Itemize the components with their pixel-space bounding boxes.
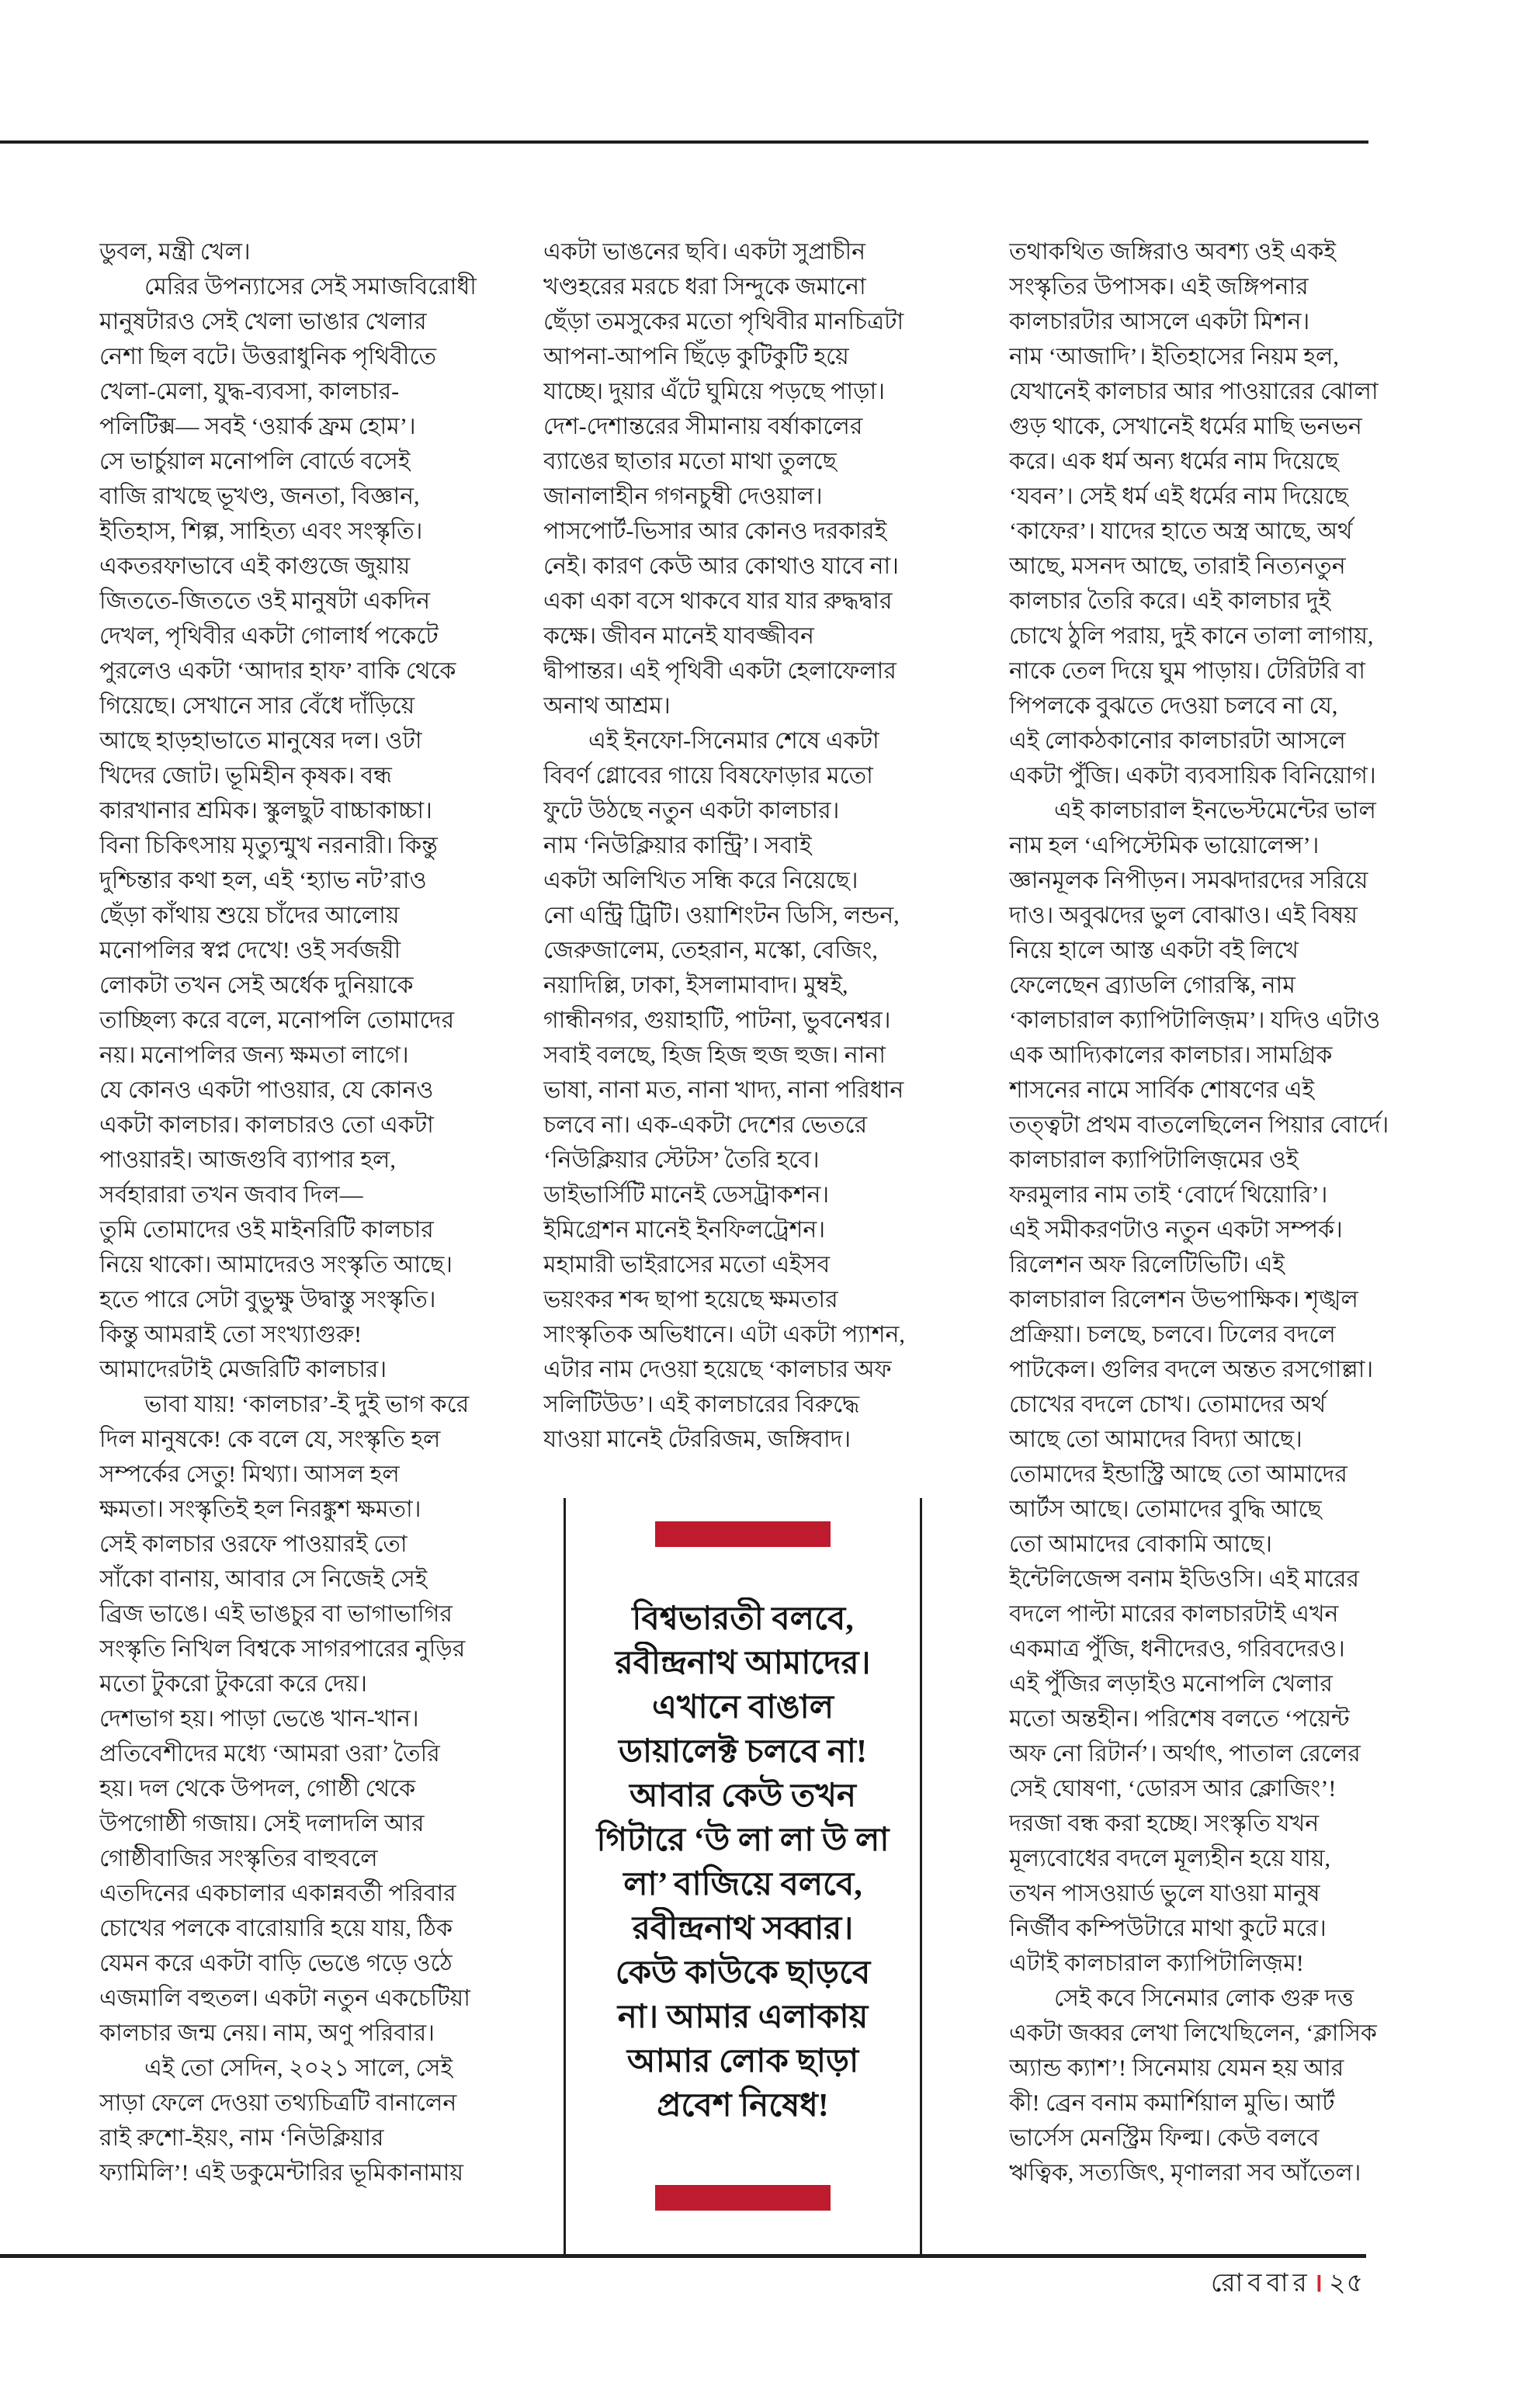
text-line: নিয়ে হালে আস্ত একটা বই লিখে <box>1009 938 1299 963</box>
text-line: সেই কালচার ওরফে পাওয়ারই তো <box>99 1531 408 1557</box>
text-line: সর্বহারারা তখন জবাব দিল— <box>99 1182 363 1208</box>
page-number: ২৫ <box>1329 2270 1364 2298</box>
text-line: খিদের জোট। ভূমিহীন কৃষক। বন্ধ <box>99 763 392 789</box>
text-line: আমাদেরটাই মেজরিটি কালচার। <box>99 1357 387 1382</box>
text-line: প্রতিবেশীদের মধ্যে ‘আমরা ওরা’ তৈরি <box>99 1741 440 1767</box>
text-line: নিয়ে থাকো। আমাদেরও সংস্কৃতি আছে। <box>99 1252 453 1278</box>
text-line: চোখের পলকে বারোয়ারি হয়ে যায়, ঠিক <box>99 1916 453 1941</box>
text-line: গোষ্ঠীবাজির সংস্কৃতির বাহুবলে <box>99 1846 378 1871</box>
footer-separator: । <box>1313 2270 1323 2298</box>
text-line: ইন্টেলিজেন্স বনাম ইডিওসি। এই মারের <box>1009 1566 1359 1592</box>
text-line: পাওয়ারই। আজগুবি ব্যাপার হল, <box>99 1147 396 1173</box>
text-line: একটা অলিখিত সন্ধি করে নিয়েছে। <box>543 868 858 893</box>
text-line: কালচার তৈরি করে। এই কালচার দুই <box>1009 588 1331 614</box>
top-rule <box>0 140 1368 144</box>
article-column-2 <box>543 234 970 1457</box>
text-line: খণ্ডহরের মরচে ধরা সিন্দুকে জমানো <box>543 274 866 300</box>
text-line: নয়াদিল্লি, ঢাকা, ইসলামাবাদ। মুম্বই, <box>543 973 848 998</box>
text-line: দিল মানুষকে! কে বলে যে, সংস্কৃতি হল <box>99 1427 441 1452</box>
quote-line: রবীন্দ্রনাথ আমাদের। <box>615 1646 871 1681</box>
text-line: মানুষটারও সেই খেলা ভাঙার খেলার <box>99 309 427 335</box>
text-line: শাসনের নামে সার্বিক শোষণের এই <box>1009 1077 1315 1103</box>
text-line: এই কালচারাল ইনভেস্টমেন্টের ভাল <box>1054 798 1376 824</box>
text-line: কালচার জন্ম নেয়। নাম, অণু পরিবার। <box>99 2020 435 2046</box>
quote-line: লা’ বাজিয়ে বলবে, <box>623 1867 862 1902</box>
text-line: ইতিহাস, শিল্প, সাহিত্য এবং সংস্কৃতি। <box>99 518 423 544</box>
text-line: নাকে তেল দিয়ে ঘুম পাড়ায়। টেরিটরি বা <box>1009 658 1365 684</box>
text-line: পাসপোর্ট-ভিসার আর কোনও দরকারই <box>543 518 887 544</box>
text-line: জিততে-জিততে ওই মানুষটা একদিন <box>99 588 431 614</box>
text-line: মতো টুকরো টুকরো করে দেয়। <box>99 1671 367 1697</box>
text-line: ভয়ংকর শব্দ ছাপা হয়েছে ক্ষমতার <box>543 1287 838 1313</box>
text-line: নাম ‘আজাদি’। ইতিহাসের নিয়ম হল, <box>1009 344 1339 369</box>
text-line: পুরলেও একটা ‘আদার হাফ’ বাকি থেকে <box>99 658 456 684</box>
text-line: ইমিগ্রেশন মানেই ইনফিলট্রেশন। <box>543 1217 826 1243</box>
text-line: চলবে না। এক-একটা দেশের ভেতরে <box>543 1112 868 1138</box>
text-line: নেই। কারণ কেউ আর কোথাও যাবে না। <box>543 553 899 579</box>
text-line: ব্রিজ ভাঙে। এই ভাঙচুর বা ভাগাভাগির <box>99 1601 453 1627</box>
text-line: জ্ঞানমূলক নিপীড়ন। সমঝদারদের সরিয়ে <box>1009 868 1368 893</box>
text-line: দ্বীপান্তর। এই পৃথিবী একটা হেলাফেলার <box>543 658 897 684</box>
text-line: মনোপলির স্বপ্ন দেখে! ওই সর্বজয়ী <box>99 938 401 963</box>
text-line: এতদিনের একচালার একান্নবর্তী পরিবার <box>99 1881 456 1906</box>
text-line: ডুবল, মন্ত্রী খেল। <box>99 239 251 265</box>
text-line: দুশ্চিন্তার কথা হল, এই ‘হ্যাভ নট’রাও <box>99 868 427 893</box>
text-line: ‘কালচারাল ক্যাপিটালিজ়ম’। যদিও এটাও <box>1009 1007 1381 1033</box>
text-line: একা একা বসে থাকবে যার যার রুদ্ধদ্বার <box>543 588 893 614</box>
text-line: যেমন করে একটা বাড়ি ভেঙে গড়ে ওঠে <box>99 1951 453 1976</box>
text-line: বাজি রাখছে ভূখণ্ড, জনতা, বিজ্ঞান, <box>99 484 420 509</box>
text-line: এই তো সেদিন, ২০২১ সালে, সেই <box>144 2055 453 2081</box>
quote-bottom-accent-bar <box>655 2185 831 2211</box>
text-line: সংস্কৃতির উপাসক। এই জঙ্গিপনার <box>1009 274 1309 300</box>
text-line: এই লোকঠকানোর কালচারটা আসলে <box>1009 728 1346 754</box>
text-line: এই ইনফো-সিনেমার শেষে একটা <box>588 728 879 754</box>
quote-line: বিশ্বভারতী বলবে, <box>632 1601 854 1637</box>
quote-line: আমার লোক ছাড়া <box>626 2044 859 2079</box>
text-line: ভার্সেস মেনস্ট্রিম ফিল্ম। কেউ বলবে <box>1009 2125 1320 2151</box>
text-line: ‘নিউক্লিয়ার স্টেটস’ তৈরি হবে। <box>543 1147 820 1173</box>
text-line: গিয়েছে। সেখানে সার বেঁধে দাঁড়িয়ে <box>99 693 415 719</box>
text-line: তত্ত্বটা প্রথম বাতলেছিলেন পিয়ার বোর্দে। <box>1009 1112 1389 1138</box>
text-line: নেশা ছিল বটে। উত্তরাধুনিক পৃথিবীতে <box>99 344 437 369</box>
text-line: অনাথ আশ্রম। <box>543 693 671 719</box>
text-line: আপনা-আপনি ছিঁড়ে কুটিকুটি হয়ে <box>543 344 849 369</box>
text-line: হতে পারে সেটা বুভুক্ষু উদ্বাস্তু সংস্কৃতি। <box>99 1287 436 1313</box>
text-line: যাচ্ছে। দুয়ার এঁটে ঘুমিয়ে পড়ছে পাড়া। <box>543 379 885 404</box>
text-line: কালচারটার আসলে একটা মিশন। <box>1009 309 1310 335</box>
text-line: রিলেশন অফ রিলেটিভিটি। এই <box>1009 1252 1285 1278</box>
text-line: সেই কবে সিনেমার লোক গুরু দত্ত <box>1054 1985 1354 2011</box>
text-line: কিন্তু আমরাই তো সংখ্যাগুরু! <box>99 1322 362 1347</box>
quote-line: গিটারে ‘উ লা লা উ লা <box>596 1822 890 1858</box>
text-line: এই সমীকরণটাও নতুন একটা সম্পর্ক। <box>1009 1217 1343 1243</box>
text-line: মতো অন্তহীন। পরিশেষ বলতে ‘পয়েন্ট <box>1009 1706 1350 1732</box>
text-line: মূল্যবোধের বদলে মূল্যহীন হয়ে যায়, <box>1009 1846 1331 1871</box>
text-line: খেলা-মেলা, যুদ্ধ-ব্যবসা, কালচার- <box>99 379 400 404</box>
text-line: প্রক্রিয়া। চলছে, চলবে। ঢিলের বদলে <box>1009 1322 1336 1347</box>
text-line: সাংস্কৃতিক অভিধানে। এটা একটা প্যাশন, <box>543 1322 905 1347</box>
text-line: দাও। অবুঝদের ভুল বোঝাও। এই বিষয় <box>1009 903 1358 928</box>
text-line: দরজা বন্ধ করা হচ্ছে। সংস্কৃতি যখন <box>1009 1811 1320 1836</box>
text-line: কালচারাল ক্যাপিটালিজ়মের ওই <box>1009 1147 1299 1173</box>
pull-quote-box <box>564 1498 922 2254</box>
text-line: যাওয়া মানেই টেররিজম, জঙ্গিবাদ। <box>543 1427 852 1452</box>
text-line: ভাষা, নানা মত, নানা খাদ্য, নানা পরিধান <box>543 1077 904 1103</box>
text-line: চোখে ঠুলি পরায়, দুই কানে তালা লাগায়, <box>1009 623 1374 649</box>
text-line: চোখের বদলে চোখ। তোমাদের অর্থ <box>1009 1392 1327 1417</box>
text-line: অ্যান্ড ক্যাশ’! সিনেমায় যেমন হয় আর <box>1009 2055 1344 2081</box>
text-line: কী! ব্রেন বনাম কমার্শিয়াল মুভি। আর্ট <box>1009 2090 1335 2116</box>
text-line: একটা কালচার। কালচারও তো একটা <box>99 1112 434 1138</box>
text-line: সেই ঘোষণা, ‘ডোরস আর ক্লোজিং’! <box>1009 1776 1337 1802</box>
text-line: সলিটিউড’। এই কালচারের বিরুদ্ধে <box>543 1392 860 1417</box>
text-line: একমাত্র পুঁজি, ধনীদেরও, গরিবদেরও। <box>1009 1636 1345 1662</box>
text-line: তো আমাদের বোকামি আছে। <box>1009 1531 1273 1557</box>
text-line: সবাই বলছে, হিজ হিজ হুজ হুজ। নানা <box>543 1042 886 1068</box>
text-line: আছে, মসনদ আছে, তারাই নিত্যনতুন <box>1009 553 1346 579</box>
text-line: বিনা চিকিৎসায় মৃত্যুন্মুখ নরনারী। কিন্তু <box>99 833 438 858</box>
text-line: দেখল, পৃথিবীর একটা গোলার্ধ পকেটে <box>99 623 439 649</box>
text-line: এই পুঁজির লড়াইও মনোপলি খেলার <box>1009 1671 1333 1697</box>
text-line: মেরির উপন্যাসের সেই সমাজবিরোধী <box>144 274 477 300</box>
quote-line: এখানে বাঙাল <box>652 1690 834 1725</box>
text-line: রাই রুশো-ইয়ং, নাম ‘নিউক্লিয়ার <box>99 2125 384 2151</box>
text-line: নয়। মনোপলির জন্য ক্ষমতা লাগে। <box>99 1042 409 1068</box>
text-line: ব্যাঙের ছাতার মতো মাথা তুলছে <box>543 449 837 474</box>
text-line: একটা জব্বর লেখা লিখেছিলেন, ‘ক্লাসিক <box>1009 2020 1377 2046</box>
text-line: পিপলকে বুঝতে দেওয়া চলবে না যে, <box>1009 693 1338 719</box>
text-line: হয়। দল থেকে উপদল, গোষ্ঠী থেকে <box>99 1776 416 1802</box>
text-line: কারখানার শ্রমিক। স্কুলছুট বাচ্চাকাচ্চা। <box>99 798 432 824</box>
quote-line: কেউ কাউকে ছাড়বে <box>615 1955 871 1991</box>
text-line: একতরফাভাবে এই কাগুজে জুয়ায় <box>99 553 411 579</box>
text-line: যে কোনও একটা পাওয়ার, যে কোনও <box>99 1077 434 1103</box>
text-line: জেরুজালেম, তেহরান, মস্কো, বেজিং, <box>543 938 878 963</box>
text-line: ঋত্বিক, সত্যজিৎ, মৃণালরা সব আঁতেল। <box>1009 2160 1361 2186</box>
text-line: অফ নো রিটার্ন’। অর্থাৎ, পাতাল রেলের <box>1009 1741 1361 1767</box>
text-line: বদলে পাল্টা মারের কালচারটাই এখন <box>1009 1601 1339 1627</box>
text-line: সে ভার্চুয়াল মনোপলি বোর্ডে বসেই <box>99 449 411 474</box>
text-line: ‘যবন’। সেই ধর্ম এই ধর্মের নাম দিয়েছে <box>1009 484 1348 509</box>
text-line: লোকটা তখন সেই অর্ধেক দুনিয়াকে <box>99 973 414 998</box>
text-line: ফুটে উঠছে নতুন একটা কালচার। <box>543 798 840 824</box>
pull-quote-text <box>566 1597 920 2128</box>
text-line: আছে হাড়হাভাতে মানুষের দল। ওটা <box>99 728 422 754</box>
text-line: গুড় থাকে, সেখানেই ধর্মের মাছি ভনভন <box>1009 414 1362 439</box>
page-footer <box>1211 2266 1364 2301</box>
bottom-rule <box>0 2254 1366 2258</box>
text-line: ক্ষমতা। সংস্কৃতিই হল নিরঙ্কুশ ক্ষমতা। <box>99 1496 421 1522</box>
text-line: করে। এক ধর্ম অন্য ধর্মের নাম দিয়েছে <box>1009 449 1339 474</box>
text-line: উপগোষ্ঠী গজায়। সেই দলাদলি আর <box>99 1811 425 1836</box>
text-line: সংস্কৃতি নিখিল বিশ্বকে সাগরপারের নুড়ির <box>99 1636 466 1662</box>
text-line: পলিটিক্স— সবই ‘ওয়ার্ক ফ্রম হোম’। <box>99 414 416 439</box>
text-line: দেশভাগ হয়। পাড়া ভেঙে খান-খান। <box>99 1706 419 1732</box>
quote-line: ডায়ালেক্ট চলবে না! <box>619 1734 867 1770</box>
text-line: এটাই কালচারাল ক্যাপিটালিজ়ম! <box>1009 1951 1304 1976</box>
text-line: ডাইভার্সিটি মানেই ডেসট্রাকশন। <box>543 1182 830 1208</box>
magazine-name: রোববার <box>1211 2270 1312 2298</box>
quote-top-accent-bar <box>655 1521 831 1547</box>
quote-line: না। আমার এলাকায় <box>617 1999 869 2035</box>
text-line: গান্ধীনগর, গুয়াহাটি, পাটনা, ভুবনেশ্বর। <box>543 1007 891 1033</box>
text-line: একটা পুঁজি। একটা ব্যবসায়িক বিনিয়োগ। <box>1009 763 1376 789</box>
text-line: আছে তো আমাদের বিদ্যা আছে। <box>1009 1427 1302 1452</box>
text-line: একটা ভাঙনের ছবি। একটা সুপ্রাচীন <box>543 239 866 265</box>
text-line: সাঁকো বানায়, আবার সে নিজেই সেই <box>99 1566 428 1592</box>
text-line: নো এন্ট্রি ট্রিটি। ওয়াশিংটন ডিসি, লন্ডন, <box>543 903 900 928</box>
text-line: তোমাদের ইন্ডাস্ট্রি আছে তো আমাদের <box>1009 1462 1348 1487</box>
text-line: যেখানেই কালচার আর পাওয়ারের ঝোলা <box>1009 379 1379 404</box>
text-line: ‘কাফের’। যাদের হাতে অস্ত্র আছে, অর্থ <box>1009 518 1353 544</box>
text-line: ফরমুলার নাম তাই ‘বোর্দে থিয়োরি’। <box>1009 1182 1328 1208</box>
text-line: জানালাহীন গগনচুম্বী দেওয়াল। <box>543 484 823 509</box>
text-line: তুমি তোমাদের ওই মাইনরিটি কালচার <box>99 1217 434 1243</box>
text-line: সাড়া ফেলে দেওয়া তথ্যচিত্রটি বানালেন <box>99 2090 457 2116</box>
quote-line: প্রবেশ নিষেধ! <box>657 2088 829 2124</box>
text-line: নাম ‘নিউক্লিয়ার কান্ট্রি’। সবাই <box>543 833 812 858</box>
text-line: বিবর্ণ গ্লোবের গায়ে বিষফোড়ার মতো <box>543 763 873 789</box>
text-line: তখন পাসওয়ার্ড ভুলে যাওয়া মানুষ <box>1009 1881 1320 1906</box>
text-line: পাটকেল। গুলির বদলে অন্তত রসগোল্লা। <box>1009 1357 1374 1382</box>
text-line: নির্জীব কম্পিউটারে মাথা কুটে মরে। <box>1009 1916 1327 1941</box>
text-line: তাচ্ছিল্য করে বলে, মনোপলি তোমাদের <box>99 1007 455 1033</box>
text-line: মহামারী ভাইরাসের মতো এইসব <box>543 1252 831 1278</box>
text-line: ছেঁড়া তমসুকের মতো পৃথিবীর মানচিত্রটা <box>543 309 904 335</box>
text-line: দেশ-দেশান্তরের সীমানায় বর্ষাকালের <box>543 414 863 439</box>
text-line: কক্ষে। জীবন মানেই যাবজ্জীবন <box>543 623 814 649</box>
text-line: ভাবা যায়! ‘কালচার’-ই দুই ভাগ করে <box>144 1392 470 1417</box>
text-line: এজমালি বহুতল। একটা নতুন একচেটিয়া <box>99 1985 470 2011</box>
text-line: আর্টস আছে। তোমাদের বুদ্ধি আছে <box>1009 1496 1322 1522</box>
text-line: ফ্যামিলি’! এই ডকুমেন্টারির ভূমিকানামায় <box>99 2160 463 2186</box>
text-line: তথাকথিত জঙ্গিরাও অবশ্য ওই একই <box>1009 239 1336 265</box>
text-line: এটার নাম দেওয়া হয়েছে ‘কালচার অফ <box>543 1357 892 1382</box>
text-line: ফেলেছেন ব্র্যাডলি গোরস্কি, নাম <box>1009 973 1295 998</box>
text-line: নাম হল ‘এপিস্টেমিক ভায়োলেন্স’। <box>1009 833 1320 858</box>
article-column-1 <box>99 234 519 2190</box>
quote-line: রবীন্দ্রনাথ সব্বার। <box>632 1911 854 1947</box>
text-line: সম্পর্কের সেতু! মিথ্যা। আসল হল <box>99 1462 400 1487</box>
text-line: এক আদ্যিকালের কালচার। সামগ্রিক <box>1009 1042 1333 1068</box>
text-line: ছেঁড়া কাঁথায় শুয়ে চাঁদের আলোয় <box>99 903 400 928</box>
text-line: কালচারাল রিলেশন উভপাক্ষিক। শৃঙ্খল <box>1009 1287 1358 1313</box>
quote-line: আবার কেউ তখন <box>630 1778 856 1814</box>
article-column-3 <box>1009 234 1432 2190</box>
